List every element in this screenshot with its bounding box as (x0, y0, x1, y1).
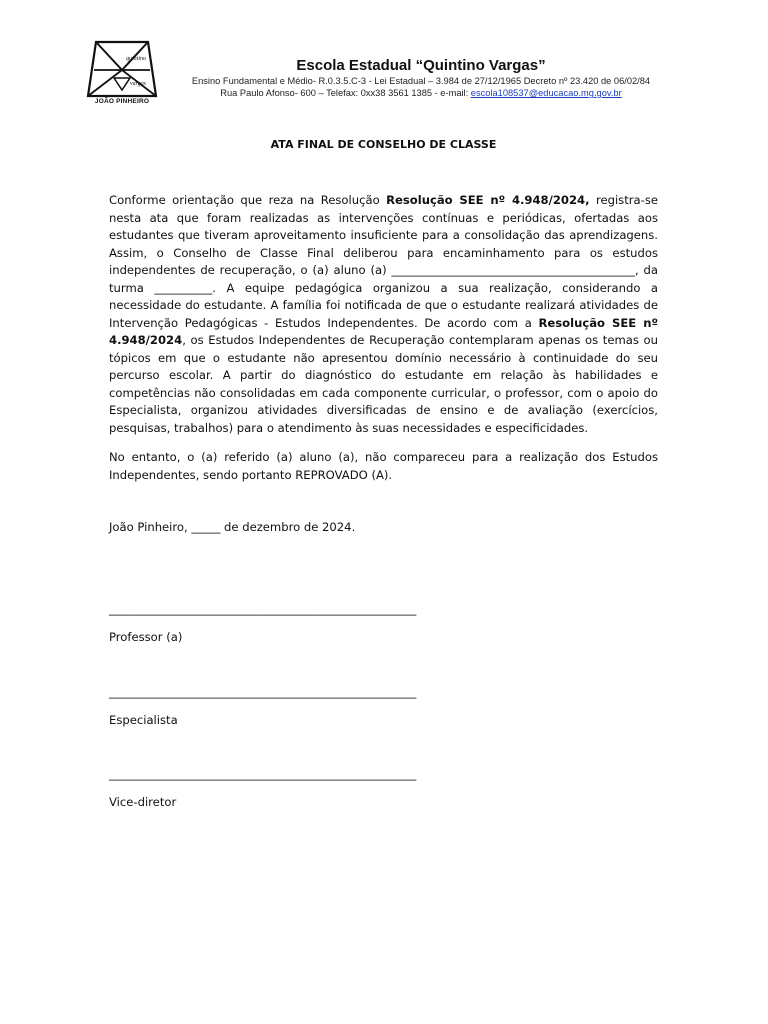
school-address: Rua Paulo Afonso- 600 – Telefax: 0xx38 3561 1385 - e-mail: (220, 88, 471, 98)
signature-line-professor: _____________________________________________________ (109, 602, 417, 616)
signature-line-vice-diretor: _____________________________________________________ (109, 767, 417, 781)
signature-label-professor: Professor (a) (109, 630, 183, 644)
resolution-reference-2: Resolução SEE nº 4.948/2024 (109, 315, 658, 347)
paragraph-1 (109, 192, 658, 437)
date-line: João Pinheiro, _____ de dezembro de 2024. (109, 520, 356, 534)
email-link[interactable]: escola108537@educacao.mg.gov.br (470, 88, 622, 98)
paragraph-1-part-c: , os Estudos Independentes de Recuperação contemplaram apenas os temas ou tópicos em que o estudante não apresentou domínio necessário à continuidade do seu percurso escolar. A partir do diagnóstico do estudante em relação às habilidades e competências não consolidadas em cada componente curricular, o professor, com o apoio do Especialista, organizou atividades diversificadas de ensino e de avaliação (exercícios, pesquisas, trabalhos) para o atendimento às suas necessidades e especificidades. (109, 333, 658, 435)
svg-text:quintino: quintino (126, 56, 147, 62)
resolution-reference-1: Resolução SEE nº 4.948/2024, (386, 193, 590, 207)
paragraph-2: No entanto, o (a) referido (a) aluno (a), não compareceu para a realização dos Estudos Independentes, sendo portanto REPROVADO (A). (109, 450, 658, 482)
signature-label-vice-diretor: Vice-diretor (109, 795, 177, 809)
school-logo (86, 40, 158, 110)
school-registration-line: Ensino Fundamental e Médio- R.0.3.5.C-3 - Lei Estadual – 3.984 de 27/12/1965 Decreto nº 23.420 de 06/02/84 (191, 76, 651, 86)
signature-label-especialista: Especialista (109, 713, 178, 727)
paragraph-1-part-b: registra-se nesta ata que foram realizadas as intervenções contínuas e periódicas, ofertadas aos estudantes que tiveram aproveitamento insuficiente para a consolidação das aprendizagens. Assim, o Conselho de Classe Final deliberou para encaminhamento para os estudos independentes de recuperação, o (a) aluno (a) __________________________________________, da turma __________. A equipe pedagógica organizou a sua realização, considerando a necessidade do estudante. A família foi notificada de que o estudante realizará atividades de Intervenção Pedagógicas - Estudos Independentes. De acordo com a (109, 193, 658, 330)
logo-caption: JOÃO PINHEIRO (94, 98, 150, 105)
signature-line-especialista: _____________________________________________________ (109, 685, 417, 699)
letterhead (86, 40, 686, 110)
document-title: ATA FINAL DE CONSELHO DE CLASSE (270, 138, 497, 151)
school-contact-line (160, 88, 682, 98)
paragraph-1-part-a: Conforme orientação que reza na Resolução (109, 193, 387, 207)
school-name: Escola Estadual “Quintino Vargas” (296, 57, 546, 74)
svg-text:vargas: vargas (130, 81, 147, 87)
